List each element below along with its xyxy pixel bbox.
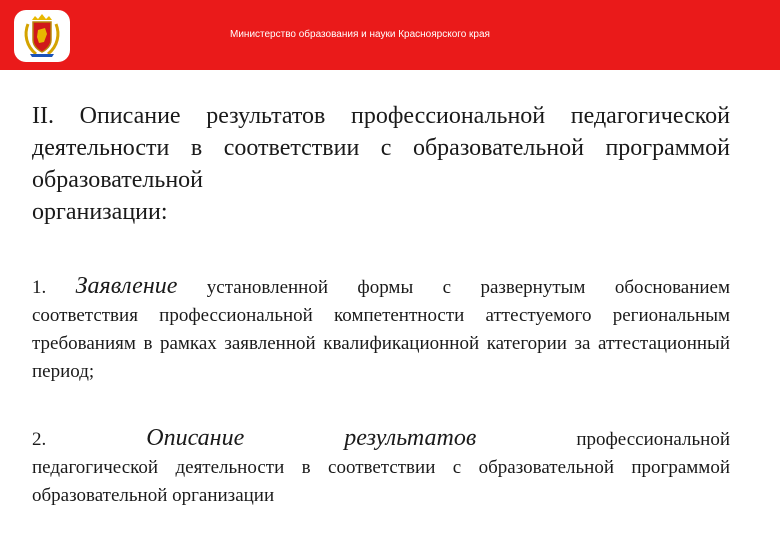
section-heading bbox=[32, 100, 730, 228]
heading-line-1: II. Описание результатов профессиональной bbox=[32, 103, 546, 129]
list-item-1-first-rest: установленной формы с развернутым обоснованием bbox=[206, 277, 731, 298]
heading-line-2: педагогической деятельности в соответствии с bbox=[32, 103, 731, 161]
list-item-1-keyword: Заявление bbox=[75, 273, 178, 299]
list-item-1 bbox=[32, 272, 730, 386]
list-item-2-keyword-2: результатов bbox=[344, 425, 477, 451]
header-bar bbox=[0, 0, 780, 70]
coat-of-arms-icon bbox=[14, 10, 70, 62]
list-item-1-text: соответствия профессиональной компетентности аттестуемого региональным требованиям в рамках заявленной квалификационной категории за аттестационный период; bbox=[32, 305, 730, 382]
list-item-1-first-line bbox=[32, 272, 730, 302]
list-item-2-first-line bbox=[32, 424, 730, 454]
list-item-2-text: педагогической деятельности в соответствии с образовательной программой образовательной организации bbox=[32, 457, 730, 506]
ministry-title: Министерство образования и науки Красноярского края bbox=[230, 29, 490, 40]
heading-line-3: образовательной программой образовательной bbox=[32, 135, 731, 193]
list-item-2-first-rest: профессиональной bbox=[576, 429, 730, 450]
list-item-2-keyword-1: Описание bbox=[146, 425, 245, 451]
list-item-2 bbox=[32, 424, 730, 510]
heading-line-4: организации: bbox=[32, 199, 168, 225]
list-item-2-number: 2. bbox=[32, 429, 47, 450]
list-item-1-number: 1. bbox=[32, 277, 47, 298]
